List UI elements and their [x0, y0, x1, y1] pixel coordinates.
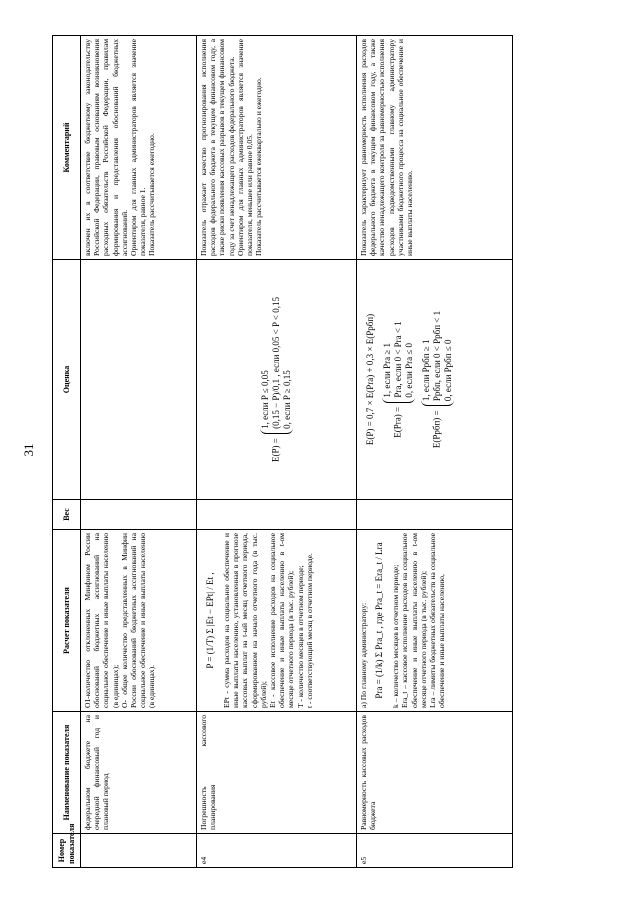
- comment-text: Показатель характеризует равномерность исполнения расходов федерального бюджета в текущем финансовом году, а также качество ненадлежащего контроля за равномерностью исполнения расходов подведомственными главному администратору участниками бюджетного процесса на социальное обеспечение и иные выплаты населению.: [359, 39, 415, 256]
- cell-weight: [357, 500, 513, 530]
- case-line: 1, если Pрбп ≥ 1: [421, 339, 431, 402]
- comment-text: включен их в соответствие бюджетному законодательству Российской Федерации, правовым основаниям возникновения расходных обязательств Российской Федерации, правилам формирования и представления обоснований бюджетных ассигнований. Ориентиром для главных администраторов является значение показателя, равное 1. Показатель рассчитывается ежегодно.: [83, 39, 157, 256]
- cell-calc: [197, 530, 357, 712]
- table-header-row: [53, 36, 81, 868]
- estimate-lhs: E(P) =: [270, 438, 281, 462]
- cell-estimate: [357, 260, 513, 500]
- estimate-pra-lhs: E(Pra) =: [392, 406, 403, 438]
- cell-num: e4: [197, 834, 357, 868]
- calc-formula: P = (1/T) Σ |Et − EPt| / Et ,: [205, 572, 215, 669]
- cell-weight: [197, 500, 357, 530]
- calc-intro: а) По главному администратору:: [359, 602, 368, 708]
- cell-comment: [81, 36, 197, 260]
- cell-calc: [81, 530, 197, 712]
- calc-text: k – количество месяцев в отчетном периоде; Era_t – кассовое исполнение расходов на социальное обеспечение и иные выплаты населению в t-ом месяце отчетного периода (в тыс. рублей); Lra – лимиты бюджетных обязательств на социальное обеспечение и иные выплаты населению,: [391, 533, 447, 708]
- cell-num: e5: [357, 834, 513, 868]
- cell-name: Равномерность кассовых расходов бюджета: [357, 712, 513, 834]
- cell-comment: [197, 36, 357, 260]
- case-line: 0, если Pra ≤ 0: [404, 342, 414, 398]
- case-line: 1, если P ≤ 0,05: [260, 370, 270, 429]
- cell-comment: [357, 36, 513, 260]
- estimate-main-formula: E(P) = 0,7 × E(Pra) + 0,3 × E(Pрбп): [365, 313, 375, 446]
- estimate-pra-formula: [382, 263, 415, 496]
- calc-text: EPt - сумма расходов на социальное обеспечение и иные выплаты населению, установленная в прогнозе кассовых выплат на t-ый месяц отчетного периода, сформированном на начало отчетного года (в тыс. рублей); Et - кассовое исполнение расходов на социальное обеспечение и иные выплаты населению в t-ом месяце отчетного периода (в тыс. рублей); T - количество месяцев в отчетном периоде; t - соответствующий месяц в отчетном периоде.: [222, 533, 314, 708]
- case-line: 1, если Pra ≥ 1: [382, 342, 392, 398]
- case-line: 0, если P ≥ 0,15: [282, 370, 292, 429]
- estimate-pra-cases: [382, 321, 415, 402]
- cell-estimate: [81, 260, 197, 500]
- cell-name: Погрешность кассового планирования: [197, 712, 357, 834]
- cell-calc: [357, 530, 513, 712]
- comment-text: Показатель отражает качество прогнозирования исполнения расходов федерального бюджета в текущем финансовом году, а также риски появления кассовых разрывов в текущем финансовом году за счет ненадлежащего расходов федерального бюджета. Ориентиром для главных администраторов является значение показателя, меньшее или равное 0,05. Показатель рассчитывается ежеквартально и ежегодно.: [199, 39, 264, 256]
- calc-formula: Pra = (1/k) Σ Pra_t , где Pra_t = Era_t / Lra: [374, 542, 385, 699]
- header-name: Наименование показателя: [53, 712, 81, 834]
- estimate-cases: [260, 297, 293, 434]
- estimate-rbp-cases: [421, 311, 454, 406]
- header-num: Номер показателя: [53, 834, 81, 868]
- cell-num: [81, 834, 197, 868]
- page-number: 31: [21, 443, 36, 457]
- header-calc: Расчет показателя: [53, 530, 81, 712]
- table-row: [357, 36, 513, 868]
- table-row: [197, 36, 357, 868]
- cell-estimate: [197, 260, 357, 500]
- case-line: Pra, если 0 < Pra < 1: [393, 321, 403, 398]
- cell-name: федеральном бюджете на очередной финансовый год и плановый период: [81, 712, 197, 834]
- case-line: (0,15 − P)/0,1 , если 0,05 < P < 0,15: [271, 297, 281, 429]
- table-row: [81, 36, 197, 868]
- case-line: Pрбп, если 0 < Pрбп < 1: [432, 310, 442, 402]
- case-line: 0, если Pрбп ≤ 0: [443, 339, 453, 402]
- rotated-table-sheet: [52, 36, 512, 868]
- calc-text: O1-количество отклоненных Минфином России обоснований бюджетных ассигнований на социальное обеспечение и иные выплаты населению (в единицах); O- общее количество представленных в Минфин России обоснований бюджетных ассигнований на социальное обеспечение и иные выплаты населению (в единицах).: [83, 533, 157, 708]
- header-comment: Комментарий: [53, 36, 81, 260]
- estimate-rbp-lhs: E(Pрбп) =: [431, 410, 442, 449]
- header-weight: Вес: [53, 500, 81, 530]
- header-estimate: Оценка: [53, 260, 81, 500]
- estimate-rbp-formula: [421, 263, 454, 496]
- cell-weight: [81, 500, 197, 530]
- estimate-formula: [260, 263, 293, 496]
- indicators-table: [52, 35, 513, 868]
